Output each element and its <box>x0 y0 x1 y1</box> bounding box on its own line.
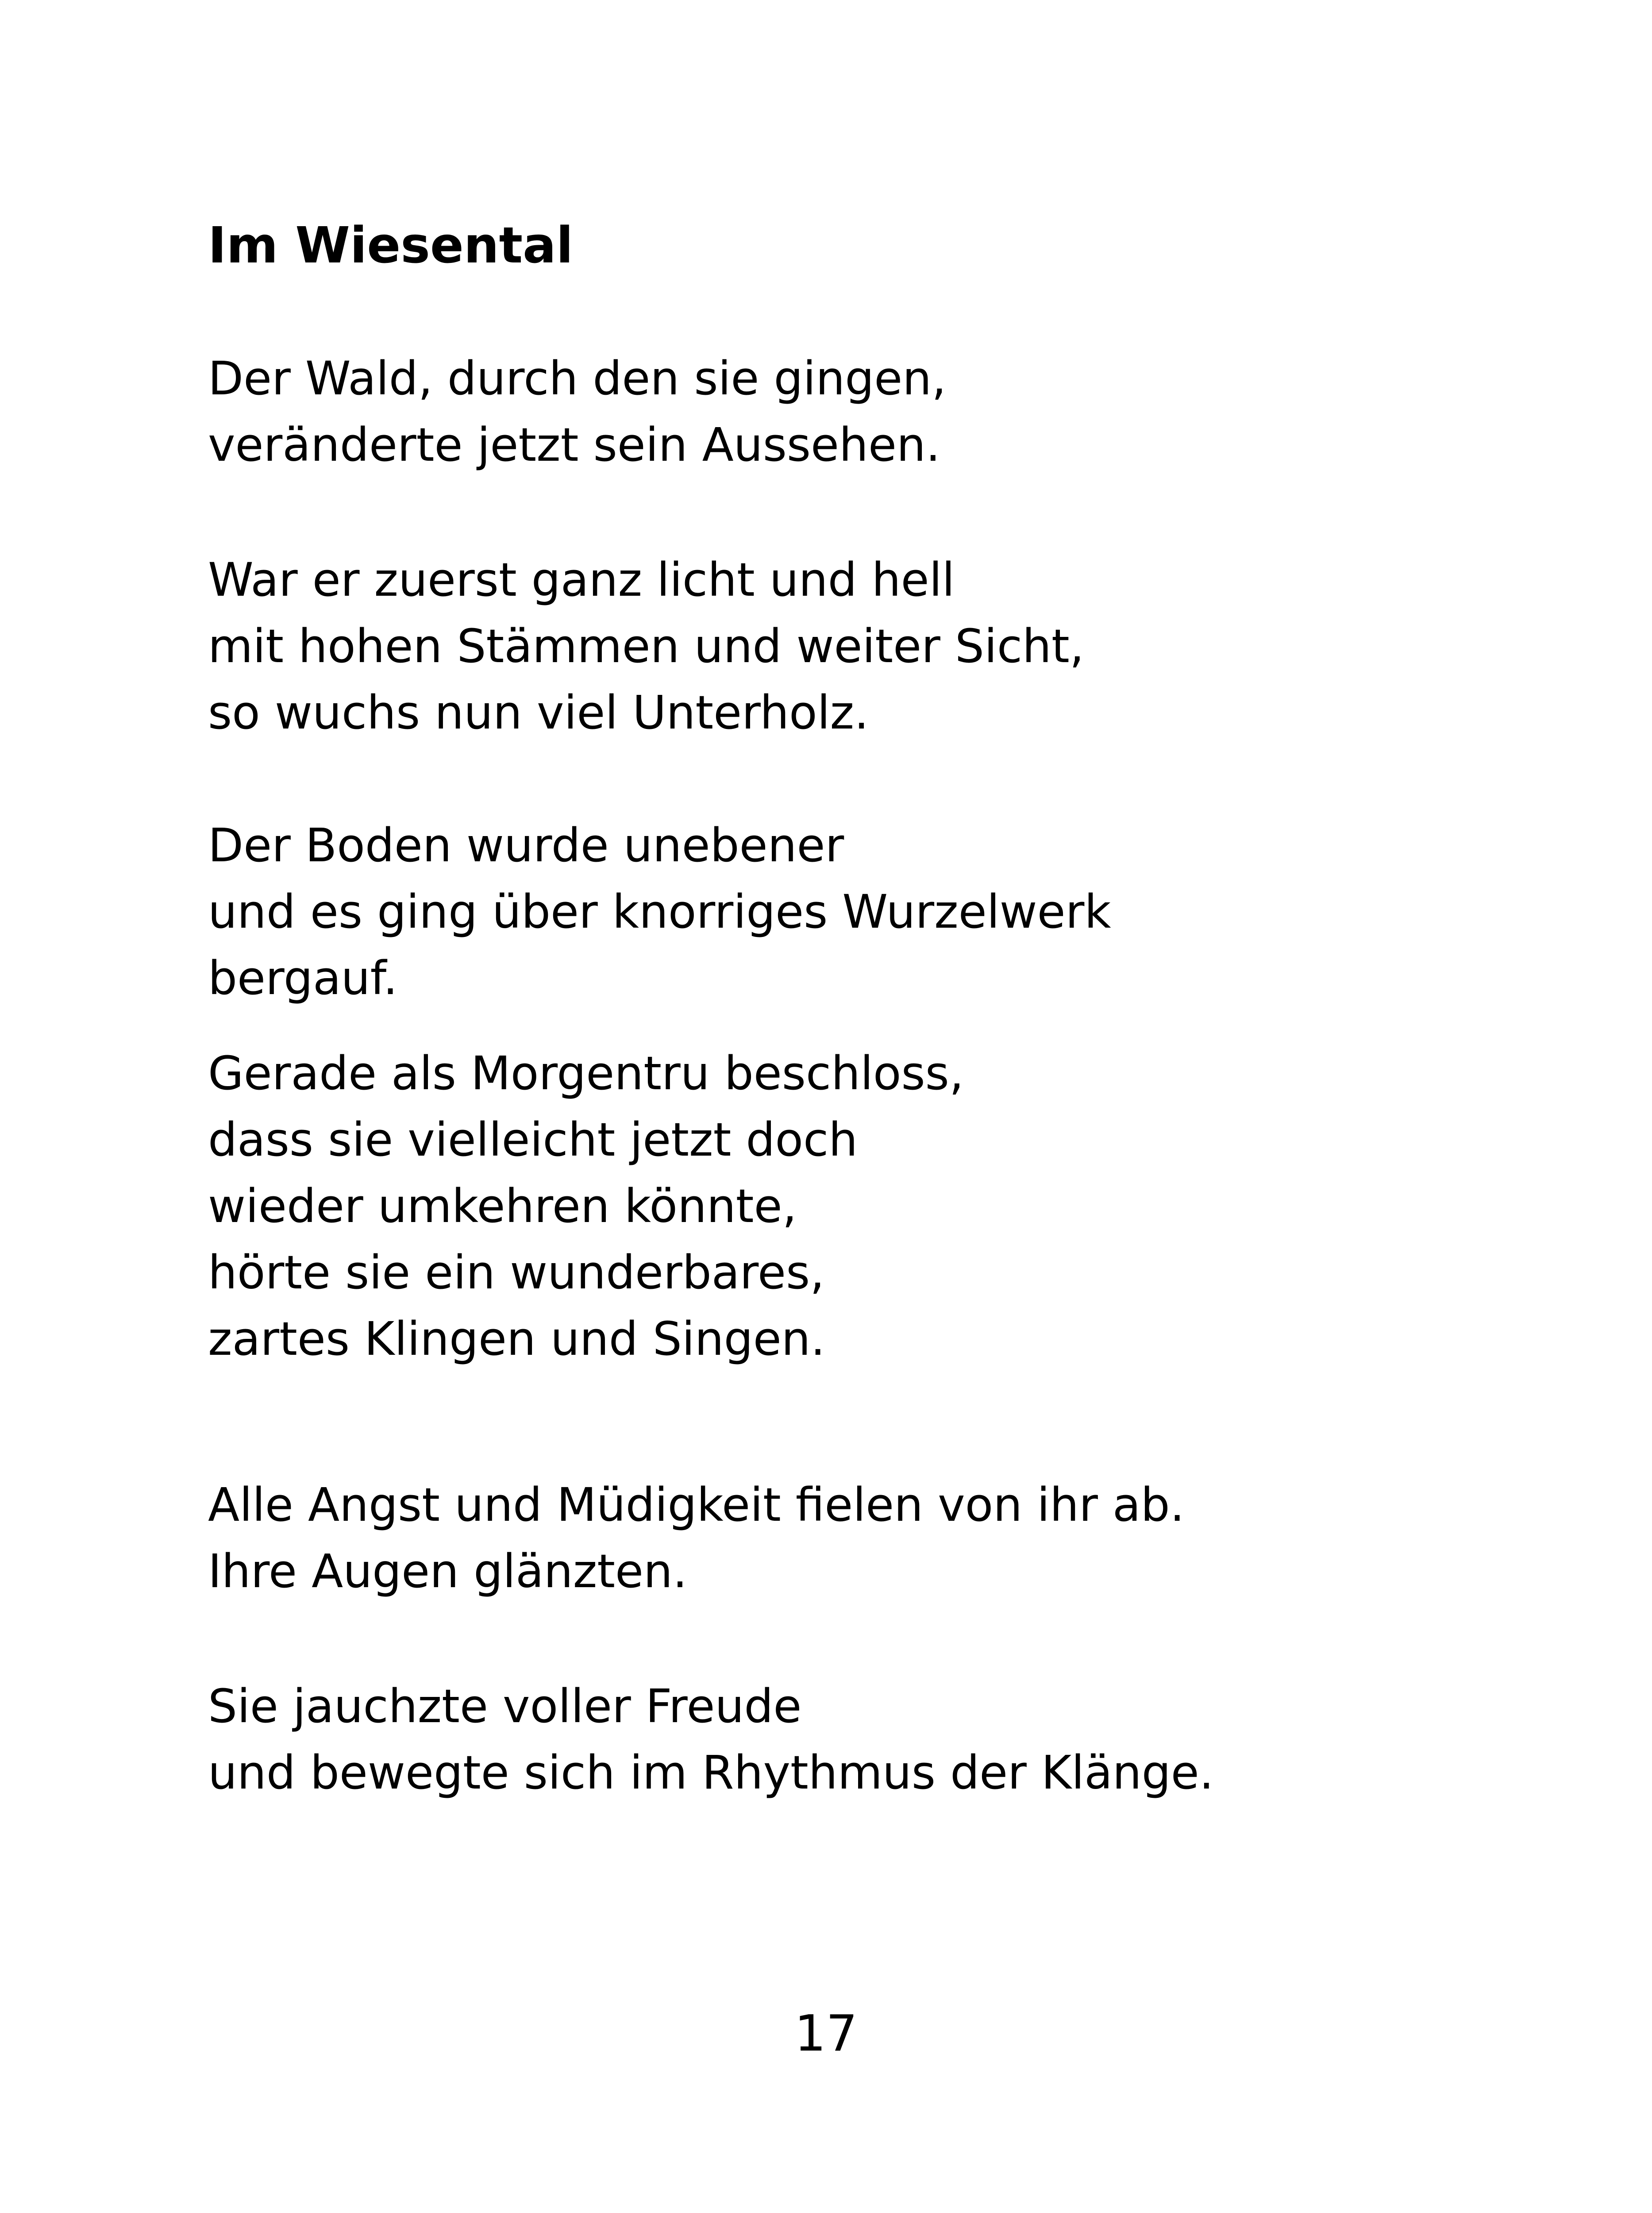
poem-line: wieder umkehren könnte, <box>208 1179 797 1233</box>
poem-line: veränderte jetzt sein Aussehen. <box>208 418 940 472</box>
poem-line: dass sie vielleicht jetzt doch <box>208 1113 858 1167</box>
poem-line: Ihre Augen glänzten. <box>208 1544 688 1598</box>
stanza-5 <box>208 1472 1185 1604</box>
poem-line: so wuchs nun viel Unterholz. <box>208 686 869 740</box>
poem-line: Gerade als Morgentru beschloss, <box>208 1046 964 1100</box>
poem-line: zartes Klingen und Singen. <box>208 1312 825 1366</box>
page-number: 17 <box>794 2005 858 2063</box>
poem-line: Der Wald, durch den sie gingen, <box>208 351 947 405</box>
page-title: Im Wiesental <box>208 217 574 274</box>
stanza-2 <box>208 547 1084 746</box>
poem-line: Der Boden wurde unebener <box>208 818 844 872</box>
poem-line: War er zuerst ganz licht und hell <box>208 553 955 607</box>
stanza-3 <box>208 812 1111 1011</box>
stanza-6 <box>208 1673 1214 1806</box>
poem-line: hörte sie ein wunderbares, <box>208 1245 825 1299</box>
poem-line: und bewegte sich im Rhythmus der Klänge. <box>208 1746 1214 1800</box>
poem-line: mit hohen Stämmen und weiter Sicht, <box>208 619 1084 673</box>
poem-line: und es ging über knorriges Wurzelwerk <box>208 885 1111 939</box>
poem-line: Alle Angst und Müdigkeit fielen von ihr ab. <box>208 1478 1185 1532</box>
stanza-1 <box>208 345 946 478</box>
poem-line: bergauf. <box>208 951 398 1005</box>
stanza-4 <box>208 1040 964 1372</box>
poem-line: Sie jauchzte voller Freude <box>208 1679 802 1733</box>
